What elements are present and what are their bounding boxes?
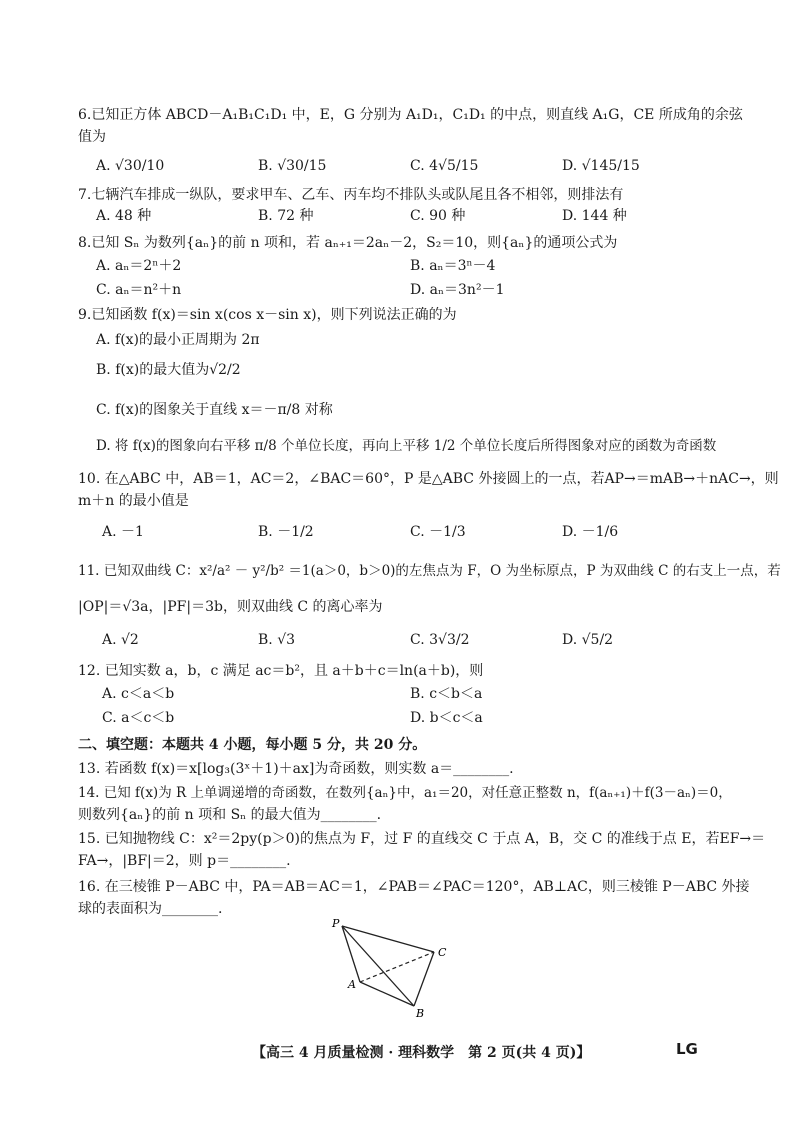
question-12-option-a: A. c＜a＜b [102, 686, 175, 702]
question-6-stem: 6.已知正方体 ABCD－A₁B₁C₁D₁ 中，E，G 分别为 A₁D₁，C₁D₁ 的中点，则直线 A₁G，CE 所成角的余弦 [78, 107, 743, 123]
question-11-option-a: A. √2 [102, 632, 139, 648]
question-11-option-d: D. √5/2 [562, 632, 614, 648]
question-8-stem: 8.已知 Sₙ 为数列{aₙ}的前 n 项和，若 aₙ₊₁＝2aₙ－2，S₂＝10，则{aₙ}的通项公式为 [78, 235, 618, 251]
question-7-option-a: A. 48 种 [96, 208, 152, 224]
edge-pc [342, 926, 434, 952]
vertex-label-b: B [416, 1007, 425, 1018]
question-15-line-2: FA→，|BF|＝2，则 p＝________. [78, 853, 291, 869]
pyramid-figure [330, 918, 460, 1018]
vertex-label-c: C [438, 946, 447, 959]
question-9-option-a: A. f(x)的最小正周期为 2π [96, 332, 260, 348]
question-8-option-c: C. aₙ＝n²＋n [96, 282, 182, 298]
question-10-option-d: D. －1/6 [562, 524, 619, 540]
question-7-stem: 7.七辆汽车排成一纵队，要求甲车、乙车、丙车均不排队头或队尾且各不相邻，则排法有 [78, 187, 624, 203]
question-11-stem-cont: |OP|＝√3a，|PF|＝3b，则双曲线 C 的离心率为 [78, 599, 383, 615]
edge-ab [360, 982, 414, 1006]
question-15-line-1: 15. 已知抛物线 C：x²＝2py(p＞0)的焦点为 F，过 F 的直线交 C 于点 A，B，交 C 的准线于点 E，若EF→＝ [78, 831, 766, 847]
page-footer: 【高三 4 月质量检测 · 理科数学 第 2 页(共 4 页)】 [252, 1045, 591, 1061]
vertex-label-p: P [332, 918, 340, 930]
vertex-label-a: A [348, 978, 356, 991]
question-6-stem-cont: 值为 [78, 129, 106, 145]
edge-pb [342, 926, 414, 1006]
question-9-stem: 9.已知函数 f(x)＝sin x(cos x－sin x)，则下列说法正确的为 [78, 307, 457, 323]
section-heading-fill-in: 二、填空题：本题共 4 小题，每小题 5 分，共 20 分。 [78, 737, 427, 753]
question-10-stem: 10. 在△ABC 中，AB＝1，AC＝2，∠BAC＝60°，P 是△ABC 外接圆上的一点，若AP→＝mAB→＋nAC→，则 [78, 471, 779, 487]
question-6-option-b: B. √30/15 [258, 158, 327, 174]
question-10-option-c: C. －1/3 [410, 524, 466, 540]
paper-code: LG [676, 1040, 698, 1058]
question-10-option-b: B. －1/2 [258, 524, 314, 540]
question-10-stem-cont: m＋n 的最小值是 [78, 493, 189, 509]
edge-pa [342, 926, 360, 982]
question-6-option-a: A. √30/10 [96, 158, 165, 174]
question-12-option-d: D. b＜c＜a [410, 710, 483, 726]
question-16-line-1: 16. 在三棱锥 P－ABC 中，PA＝AB＝AC＝1，∠PAB＝∠PAC＝120°，AB⊥AC，则三棱锥 P－ABC 外接 [78, 879, 750, 895]
question-12-stem: 12. 已知实数 a，b，c 满足 ac＝b²，且 a＋b＋c＝ln(a＋b)，则 [78, 663, 484, 679]
question-7-option-d: D. 144 种 [562, 208, 627, 224]
question-7-option-c: C. 90 种 [410, 208, 466, 224]
question-8-option-b: B. aₙ＝3ⁿ－4 [410, 258, 496, 274]
question-9-option-b: B. f(x)的最大值为√2/2 [96, 362, 241, 378]
question-11-option-b: B. √3 [258, 632, 296, 648]
question-8-option-a: A. aₙ＝2ⁿ＋2 [96, 258, 182, 274]
question-11-option-c: C. 3√3/2 [410, 632, 470, 648]
edge-ac-hidden [360, 952, 434, 982]
question-14-line-1: 14. 已知 f(x)为 R 上单调递增的奇函数，在数列{aₙ}中，a₁＝20，对任意正整数 n，f(aₙ₊₁)＋f(3－aₙ)＝0， [78, 785, 732, 801]
question-13: 13. 若函数 f(x)＝x[log₃(3ˣ＋1)＋ax]为奇函数，则实数 a＝________. [78, 761, 514, 777]
question-12-option-c: C. a＜c＜b [102, 710, 175, 726]
question-9-option-d: D. 将 f(x)的图象向右平移 π/8 个单位长度，再向上平移 1/2 个单位长度后所得图象对应的函数为奇函数 [96, 438, 717, 454]
question-7-option-b: B. 72 种 [258, 208, 314, 224]
question-16-line-2: 球的表面积为________. [78, 901, 223, 917]
question-10-option-a: A. －1 [102, 524, 144, 540]
question-11-stem: 11. 已知双曲线 C：x²/a² － y²/b² ＝1(a＞0，b＞0)的左焦点为 F，O 为坐标原点，P 为双曲线 C 的右支上一点，若 [78, 563, 781, 579]
question-12-option-b: B. c＜b＜a [410, 686, 483, 702]
question-14-line-2: 则数列{aₙ}的前 n 项和 Sₙ 的最大值为________. [78, 807, 382, 823]
question-6-option-c: C. 4√5/15 [410, 158, 479, 174]
question-9-option-c: C. f(x)的图象关于直线 x＝－π/8 对称 [96, 402, 333, 418]
question-8-option-d: D. aₙ＝3n²－1 [410, 282, 505, 298]
edge-bc [414, 952, 434, 1006]
question-6-option-d: D. √145/15 [562, 158, 640, 174]
